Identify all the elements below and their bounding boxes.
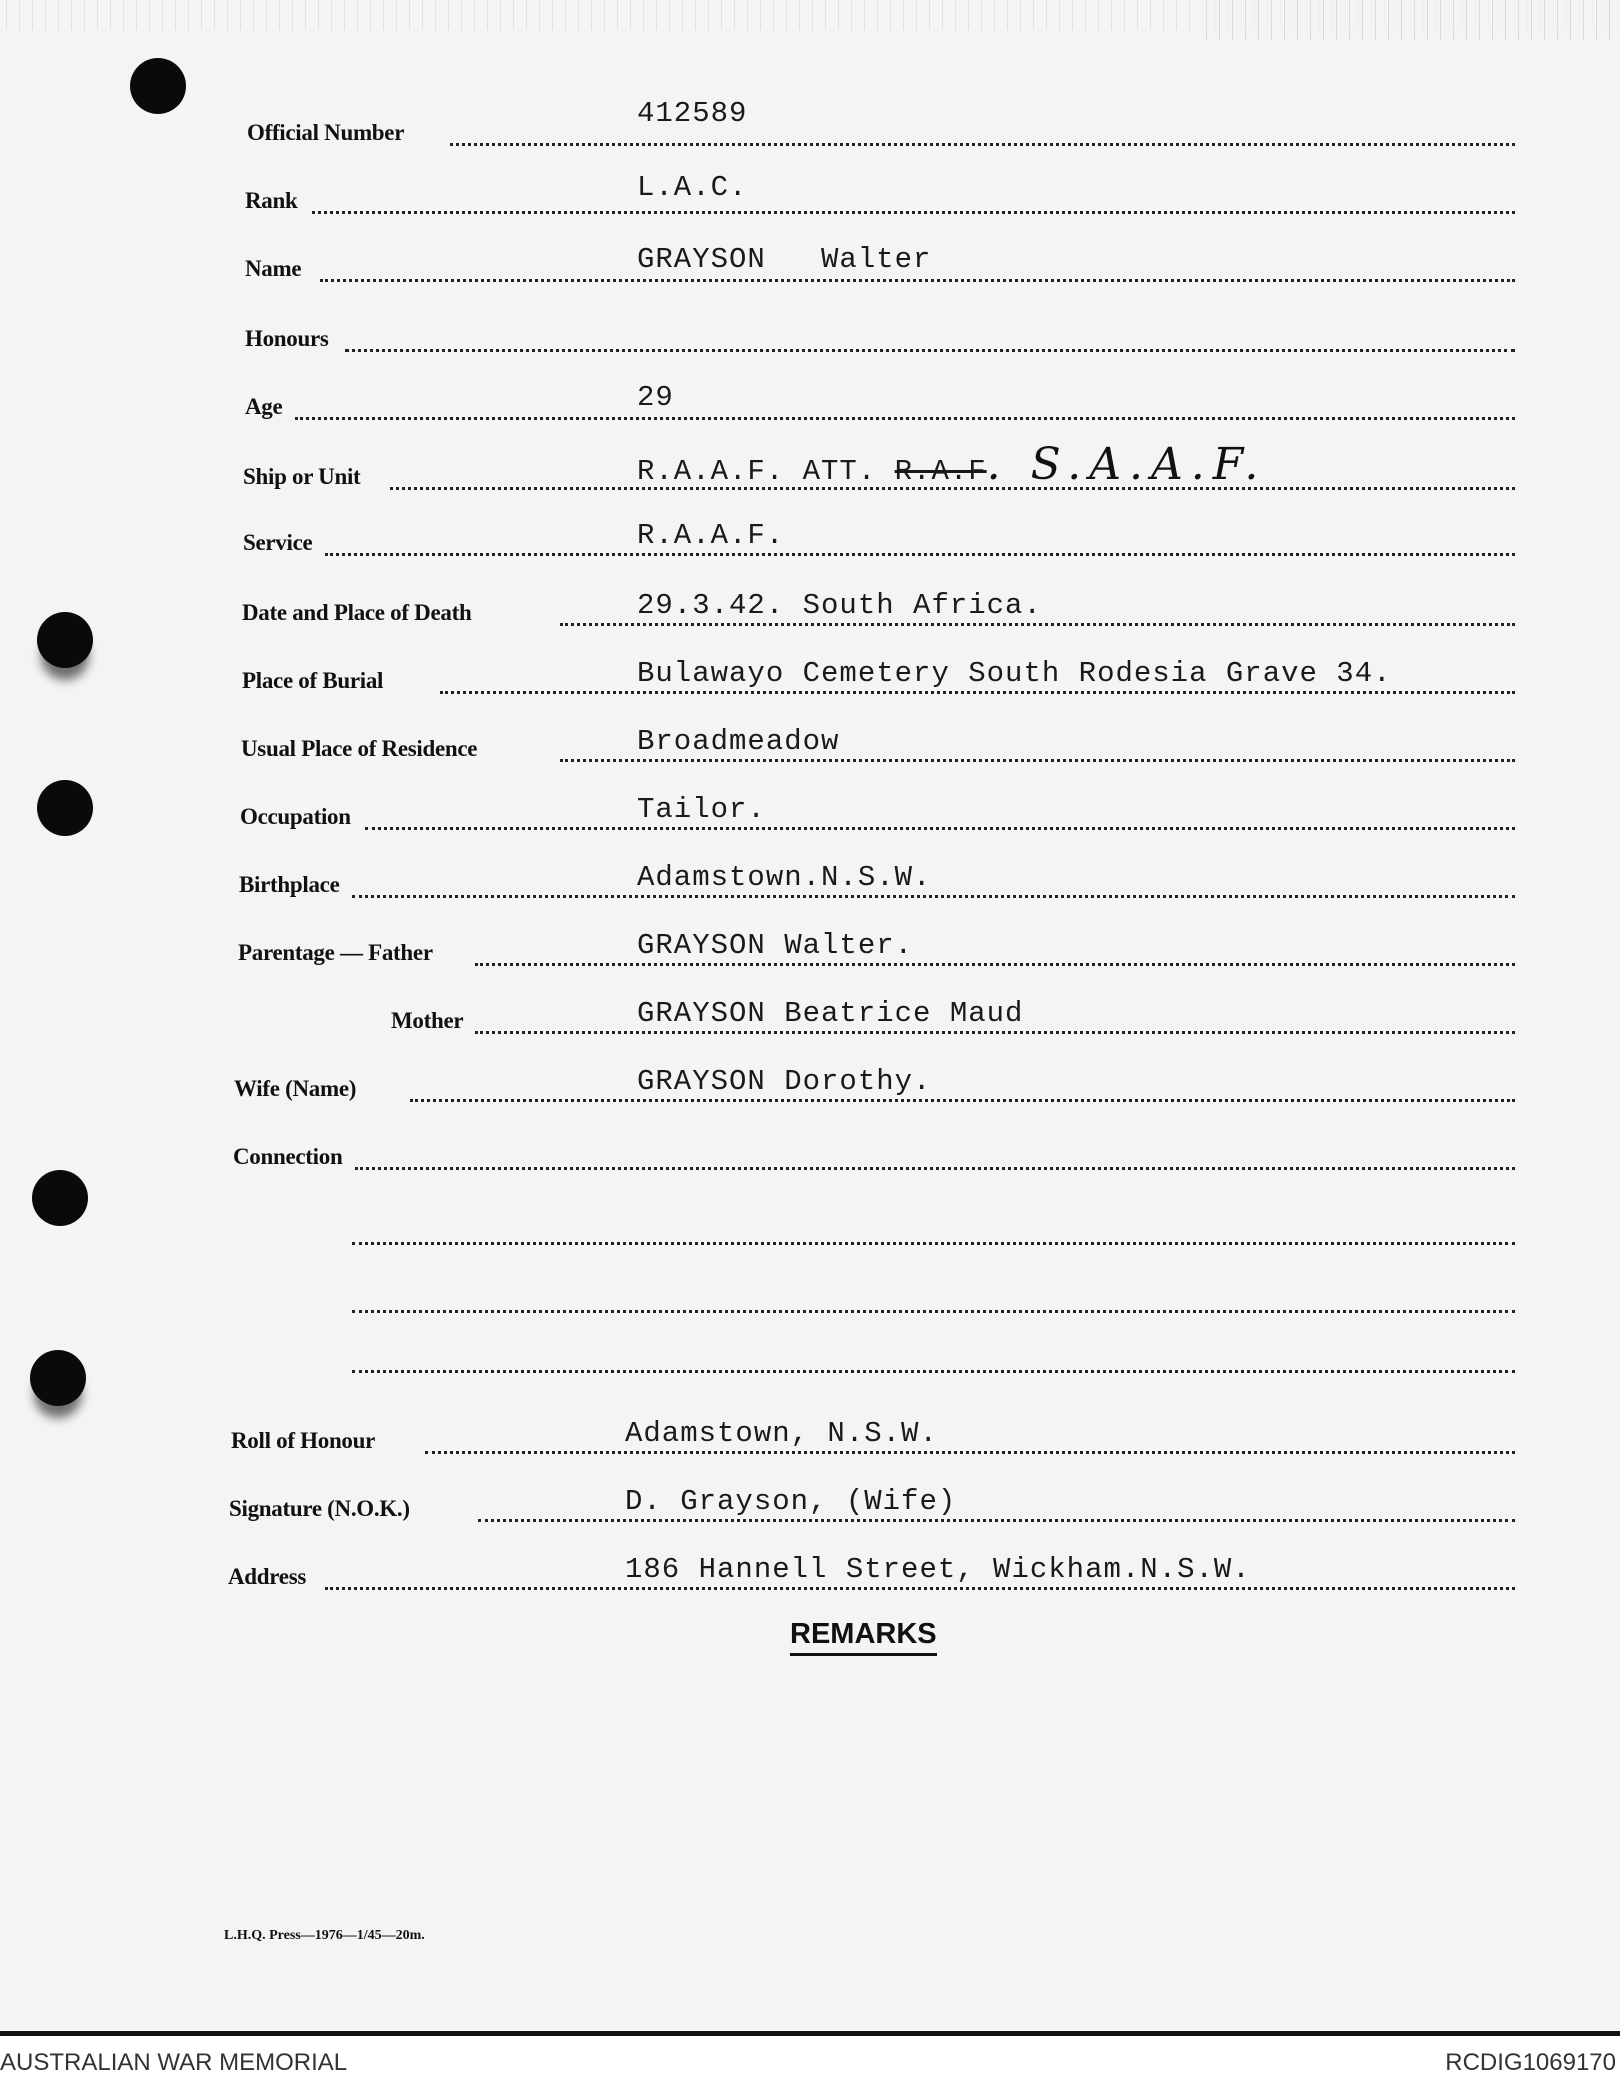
dotted-line — [475, 963, 1515, 966]
field-label: Signature (N.O.K.) — [229, 1496, 410, 1521]
dotted-line — [560, 623, 1515, 626]
field-label: Parentage — Father — [238, 940, 433, 965]
dotted-line — [478, 1519, 1515, 1522]
field-signature — [0, 1485, 1620, 1528]
field-value: 412589 — [637, 97, 748, 130]
field-usual-residence — [0, 725, 1620, 768]
field-occupation — [0, 793, 1620, 836]
dotted-line — [295, 417, 1515, 420]
field-value: Tailor. — [637, 793, 766, 826]
field-label: Date and Place of Death — [242, 600, 472, 625]
dotted-line — [320, 279, 1515, 282]
footer-record-id: RCDIG1069170 — [1445, 2049, 1616, 2076]
dotted-line — [355, 1167, 1515, 1170]
field-value: GRAYSON Walter — [637, 243, 932, 276]
field-service — [0, 519, 1620, 562]
field-value: Adamstown.N.S.W. — [637, 861, 932, 894]
field-label: Usual Place of Residence — [241, 736, 478, 761]
field-label: Honours — [245, 326, 329, 351]
field-label: Mother — [391, 1008, 464, 1033]
dotted-line — [312, 211, 1515, 214]
field-ship-or-unit — [0, 439, 1620, 496]
dotted-line — [365, 827, 1515, 830]
dotted-line — [425, 1451, 1515, 1454]
field-name — [0, 243, 1620, 288]
field-connection — [0, 1136, 1620, 1176]
scan-noise-top-right — [1200, 0, 1620, 40]
field-value — [637, 439, 1266, 490]
footer-rule — [0, 2031, 1620, 2036]
field-label: Address — [228, 1564, 306, 1589]
field-value: 29.3.42. South Africa. — [637, 589, 1042, 622]
field-mother — [0, 997, 1620, 1040]
connection-line — [352, 1310, 1515, 1313]
dotted-line — [410, 1099, 1515, 1102]
dotted-line — [325, 1587, 1515, 1590]
field-value: R.A.A.F. — [637, 519, 785, 552]
field-label: Connection — [233, 1144, 343, 1169]
field-value: 186 Hannell Street, Wickham.N.S.W. — [625, 1553, 1251, 1586]
field-value: 29 — [637, 381, 674, 414]
connection-line — [352, 1370, 1515, 1373]
field-value: Adamstown, N.S.W. — [625, 1417, 938, 1450]
field-value: Broadmeadow — [637, 725, 840, 758]
dotted-line — [475, 1031, 1515, 1034]
handwritten-correction: . S.A.A.F. — [986, 439, 1267, 490]
field-date-place-of-death — [0, 589, 1620, 632]
field-label: Occupation — [240, 804, 351, 829]
printer-imprint: L.H.Q. Press—1976—1/45—20m. — [224, 1928, 425, 1943]
dotted-line — [352, 895, 1515, 898]
field-label: Birthplace — [239, 872, 340, 897]
field-label: Rank — [245, 188, 298, 213]
dotted-line — [560, 759, 1515, 762]
field-value: Bulawayo Cemetery South Rodesia Grave 34. — [637, 657, 1392, 690]
field-value: GRAYSON Dorothy. — [637, 1065, 932, 1098]
punch-hole — [30, 1350, 86, 1406]
punch-hole — [130, 58, 186, 114]
field-place-of-burial — [0, 657, 1620, 700]
footer-archive-name: AUSTRALIAN WAR MEMORIAL — [0, 2049, 348, 2076]
field-wife — [0, 1065, 1620, 1108]
connection-line — [352, 1242, 1515, 1245]
field-age — [0, 381, 1620, 426]
dotted-line — [440, 691, 1515, 694]
field-label: Roll of Honour — [231, 1428, 376, 1453]
field-rank — [0, 171, 1620, 220]
field-label: Name — [245, 256, 302, 281]
field-label: Place of Burial — [242, 668, 384, 693]
field-value: GRAYSON Walter. — [637, 929, 914, 962]
dotted-line — [450, 143, 1515, 146]
field-value: D. Grayson, (Wife) — [625, 1485, 957, 1518]
field-label: Ship or Unit — [243, 464, 361, 489]
dotted-line — [345, 349, 1515, 352]
field-label: Service — [243, 530, 313, 555]
field-official-number — [0, 97, 1620, 152]
field-birthplace — [0, 861, 1620, 904]
field-honours — [0, 318, 1620, 358]
field-label: Wife (Name) — [234, 1076, 357, 1101]
field-value: L.A.C. — [637, 171, 748, 204]
field-roll-of-honour — [0, 1417, 1620, 1460]
struck-unit: R.A.F — [894, 455, 987, 488]
field-father — [0, 929, 1620, 972]
remarks-heading: REMARKS — [790, 1618, 937, 1656]
field-value: GRAYSON Beatrice Maud — [637, 997, 1024, 1030]
field-address — [0, 1553, 1620, 1596]
field-label: Age — [245, 394, 283, 419]
dotted-line — [325, 553, 1515, 556]
field-label: Official Number — [247, 120, 405, 145]
punch-hole — [32, 1170, 88, 1226]
typed-unit: R.A.A.F. ATT. — [637, 455, 895, 488]
